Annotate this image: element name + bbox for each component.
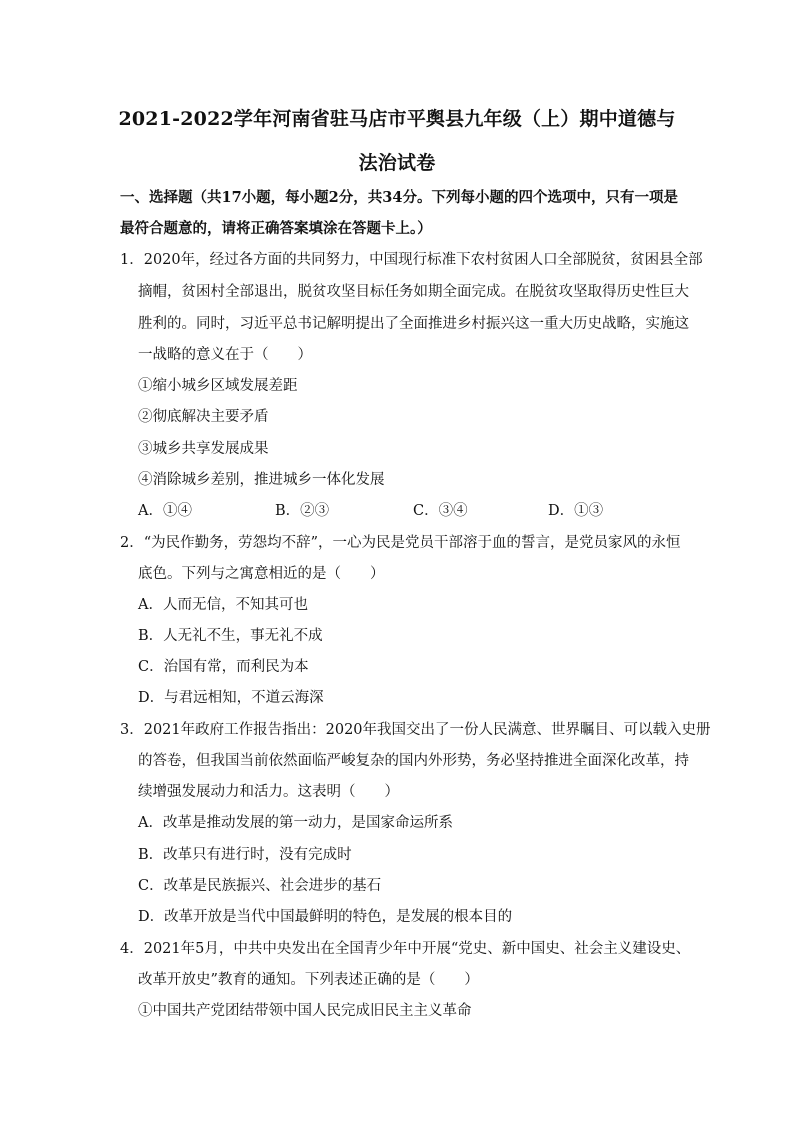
q3-option-b: B．改革只有进行时，没有完成时 (138, 847, 352, 863)
q2-line-2: 底色。下列与之寓意相近的是（ ） (138, 566, 385, 582)
q1-statement-2: ②彻底解决主要矛盾 (138, 409, 269, 425)
q1-line-2: 摘帽，贫困村全部退出，脱贫攻坚目标任务如期全面完成。在脱贫攻坚取得历史性巨大 (138, 284, 689, 300)
q2-option-b: B．人无礼不生，事无礼不成 (138, 628, 323, 644)
q1-option-a: A．①④ (138, 503, 192, 519)
q1-statement-3: ③城乡共享发展成果 (138, 441, 269, 457)
q3-line-2: 的答卷，但我国当前依然面临严峻复杂的国内外形势，务必坚持推进全面深化改革，持 (138, 753, 689, 769)
q4-line-2: 改革开放史”教育的通知。下列表述正确的是（ ） (138, 972, 479, 988)
q1-option-c: C．③④ (413, 503, 468, 519)
exam-title-line-2: 法治试卷 (358, 152, 436, 174)
q1-statement-4: ④消除城乡差别，推进城乡一体化发展 (138, 472, 385, 488)
q3-option-d: D．改革开放是当代中国最鲜明的特色，是发展的根本目的 (138, 909, 513, 925)
q1-line-3: 胜利的。同时，习近平总书记解明提出了全面推进乡村振兴这一重大历史战略，实施这 (138, 316, 689, 332)
q2-option-c: C．治国有常，而利民为本 (138, 659, 309, 675)
q1-option-d: D．①③ (548, 503, 604, 519)
q3-line-1: 3．2021年政府工作报告指出：2020年我国交出了一份人民满意、世界瞩目、可以载入史册 (120, 722, 711, 738)
q2-option-a: A．人而无信，不知其可也 (138, 597, 308, 613)
q3-option-a: A．改革是推动发展的第一动力，是国家命运所系 (138, 815, 453, 831)
q3-line-3: 续增强发展动力和活力。这表明（ ） (138, 784, 399, 800)
section-heading-line-2: 最符合题意的，请将正确答案填涂在答题卡上。） (120, 220, 432, 237)
exam-title-line-1: 2021-2022学年河南省驻马店市平舆县九年级（上）期中道德与 (118, 108, 676, 130)
q2-option-d: D．与君远相知，不道云海深 (138, 690, 324, 706)
q4-line-1: 4．2021年5月，中共中央发出在全国青少年中开展“党史、新中国史、社会主义建设史、 (120, 941, 691, 957)
q1-line-4: 一战略的意义在于（ ） (138, 347, 312, 363)
q3-option-c: C．改革是民族振兴、社会进步的基石 (138, 878, 382, 894)
q1-statement-1: ①缩小城乡区域发展差距 (138, 378, 298, 394)
section-heading-line-1: 一、选择题（共17小题，每小题2分，共34分。下列每小题的四个选项中，只有一项是 (120, 189, 678, 206)
q4-statement-1: ①中国共产党团结带领中国人民完成旧民主主义革命 (138, 1003, 472, 1019)
q2-line-1: 2．“为民作勤务，劳怨均不辞”，一心为民是党员干部溶于血的誓言，是党员家风的永恒 (120, 535, 681, 551)
q1-line-1: 1．2020年，经过各方面的共同努力，中国现行标准下农村贫困人口全部脱贫，贫困县全部 (120, 252, 703, 268)
q1-option-b: B．②③ (275, 503, 330, 519)
